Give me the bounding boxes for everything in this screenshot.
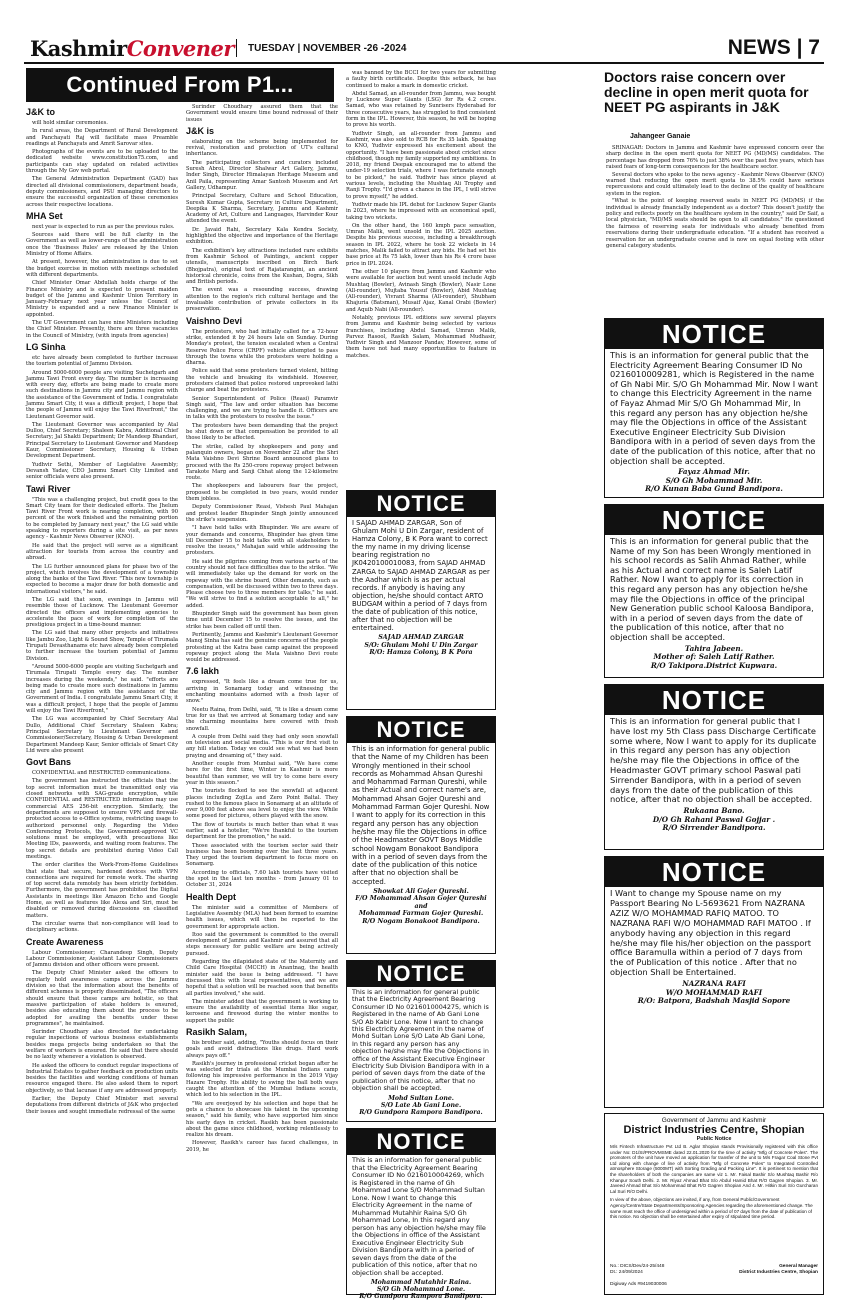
newspaper-logo: KashmirConvener — [30, 36, 234, 61]
notice-body: This is an information for general public that the Electricity Agreement Bearing Consumer ID No 0216010004275, which is Registered in the name of Ab Gani Lone S/O Ab Kabir Lone. Now I want to change this Electricity Agreement in the name of Mohd Sultan Lone S/O Late Ab Gani Lone, In this regard any person has any objection he/she may file the Objections in office of the Assistant Executive Engineer Electricity Sub Division Bandipora with in a period of seven days from the date of the publication of this notice, after that no objection shall be accepted. — [352, 988, 490, 1093]
article-paragraph: Bhupinder Singh said the government has been given time until December 15 to resolve the issues, and the strike has been called off until then. — [186, 611, 338, 630]
notice-signature-line: S/O Gh Mohammad Mir. — [665, 475, 763, 485]
article-paragraph: However, Rasikh's career has faced challenges, in 2019, he — [186, 1140, 338, 1153]
story-body — [606, 145, 824, 313]
article-subheading: LG Sinha — [26, 341, 66, 352]
article-paragraph: The tourists flocked to see the snowfall at adjacent places including ZojiLa and Zero Point Baltal. They rushed to the famous place in Sonamarg at an altitude of over 9,000 feet above sea level to enjoy the view. While some posed for pictures, others played with the snow. — [186, 788, 338, 820]
notice-signature-line: Mohammad Mutahhir Raina. — [370, 1279, 472, 1286]
article-paragraph: At present, however, the administration is due to set the budget exercise in motion with meetings scheduled with different departments. — [26, 259, 178, 278]
article-paragraph: Yudhvir Sethi, Member of Legislative Assembly; Devansh Yadav, CEO Jammu Smart City Limited and senior officials were also present. — [26, 461, 178, 481]
continued-banner: Continued From P1... — [26, 68, 334, 102]
article-paragraph: "This was a challenging project, but credit goes to the Smart City team for their dedicated efforts. The Jhelum Tawi River Front work is nearing completion, with 90 percent of the work finished and the remaining portion to be completed by January next year," the LG said while speaking to reporters during a site visit, as per news agency - Kashmir News Observer (KNO). — [26, 496, 178, 541]
notice-signature-line: SAJAD AHMAD ZARGAR — [378, 634, 464, 642]
notice-signature-line: W/O MOHAMMAD RAFI — [665, 987, 763, 997]
notice-box — [346, 1128, 496, 1301]
article-paragraph: He asked the officers to conduct regular inspections of Industrial Estates to gather feedback on production units besides the facilities and working conditions of human resource engaged there. He also asked them to report objectively, so that lacunae if any are addressed properly. — [26, 1062, 178, 1094]
article-paragraph: Police said that some protesters turned violent, hitting the vehicle and breaking its windshield. However, protesters claimed that police restored unprovoked lathi charge and beat the protesters. — [186, 368, 338, 394]
article-paragraph: In rural areas, the Department of Rural Development and Panchayati Raj will facilitate mass Preamble readings at Panchayats and Amrit Sarovar sites. — [26, 128, 178, 147]
notice-signature-line: Rukaana Bano. — [683, 806, 745, 816]
article-paragraph: He said the pilgrims coming from various parts of the country should not face difficulties due to the strike. "We will immediately take up the demand for work on the ropeway with the shrine board, Other demands, such as compensation, will be discussed within two to three days. Please choose two to three members for talks," he said. "We will strive to find a solution acceptable to all," he added. — [186, 558, 338, 609]
article-subheading: Health Dept — [186, 891, 237, 902]
notice-heading: NOTICE — [347, 961, 495, 987]
article-paragraph: Rasikh's journey in professional cricket began after he was selected for trials at the Mumbai Indians camp following his impressive performance in the 2019 Vijay Hazare Trophy. His ability to swing the ball both ways caught the attention of the Mumbai Indians scouts, which led to his selection in the IPL. — [186, 1060, 338, 1099]
article-column-1 — [26, 104, 178, 1292]
notice-heading: NOTICE — [605, 857, 823, 887]
notice-body: This is an information for general public that I have lost my 5th Class pass Discharge Certificate some where, Now I want to apply for its duplicate in this regard any person has any objection he/she may file the Objections in office of the Headmaster GOVT primary school Paswal pati Sirrender Bandipora, with in a period of seven days from the date of the publication of this notice, after that no objection shall be accepted. — [610, 716, 817, 805]
article-paragraph: etc have already been completed to further increase the tourism potential of Jammu Division. — [26, 354, 178, 368]
notice-signature-line: R/O Nogam Bonakoot Bandipora. — [362, 917, 480, 925]
story-paragraph: SRINAGAR: Doctors in Jammu and Kashmir have expressed concern over the sharp decline in the open merit quota for NEET PG (MD/MS) candidates. The percentage has dropped from 76% to just 38% over the past five years, which has raised fears of long-term consequences for the healthcare sector. — [606, 145, 824, 171]
article-paragraph: The minister said a committee of Members of Legislative Assembly (MLA) had been formed to examine health issues, which will then be reported to the government for appropriate action. — [186, 904, 338, 930]
notice-body: This is an information for general public that the Electricity Agreement Bearing Consumer ID No 0216010004269, which is Registered in the name of Gh Mohammad Lone S/O Mohammad Sultan Lone. Now I want to change this Electricity Agreement in the name of Muhammad Mutahhir Raina S/O Gh Mohammad Lone, In this regard any person has any objection he/she may file the Objections in office of the Assistant Executive Engineer Electricity Sub Division Bandipora with in a period of seven days from the date of the publication of this notice, after that no objection shall be accepted. — [352, 1156, 486, 1277]
govad-note: In view of the above, objections are invited, if any, from General Public/Government Agency/Centre/State Departments/Sponsoring Agencies regarding the aforementioned change. The same must reach the office of undersigned within a period of 07 days from the date of publication of this notice. No objection shall be entertained after expiry of stipulated time period. — [610, 1197, 813, 1220]
notice-body: This is an information for general public that the Electricity Agreement Bearing Consumer ID No 0216010009281, which is Registered in the name of Gh Nabi Mir. S/O Gh Mohammad Mir. Now I want to change this Electricity Agreement in the name of Fayaz Ahmad Mir S/O Gh Mohammad Mir, In this regard any person has any objection he/she may file the Objections in office of the Assistant Executive Engineer Electricity Sub Division Bandipora with in a period of seven days from the date of the publication of this notice, after that no objection shall be accepted. — [610, 350, 818, 466]
notice-signature-line: R/O Takipora.District Kupwara. — [650, 660, 778, 670]
article-paragraph: According to officials, 7.60 lakh tourists have visited the spot in the last ten months - from January 01 to October 31, 2024 — [186, 869, 338, 889]
notice-box — [346, 490, 496, 710]
article-paragraph: Labour Commissioner; Charandeep Singh, Deputy Labour Commissioner, Assistant Labour Commissioners of Jammu division and other officers were present. — [26, 949, 178, 969]
notice-signature-line: R/O: Hamza Colony, B K Pora — [369, 649, 473, 657]
govad-signatory-office: District Industries Centre, Shopian — [739, 1270, 818, 1275]
article-column-2 — [186, 104, 338, 1292]
notice-box — [604, 504, 824, 678]
notice-heading: NOTICE — [347, 491, 495, 517]
article-paragraph: CONFIDENTIAL and RESTRICTED communications. — [32, 770, 172, 777]
notice-signature-line: R/O Sirrender Bandipora. — [662, 823, 766, 833]
story-paragraph: "What is the point of keeping reserved seats in NEET PG (MD/MS) if the individual is already financially independent as a doctor? This doesn't justify the policy and reflects poorly on the healthcare system in the country," said Dr Saif, a local physician, "MD/MS seats should be open to all candidates." He questioned the fairness of reserving seats for individuals who already benefited from reservations during their undergraduate education. "If a student has received a reservation for an undergraduate course and is now on equal footing with other general category students. — [606, 198, 824, 250]
notice-signature-line: R/O: Batpora, Badshah Masjid Sopore — [637, 996, 791, 1006]
article-paragraph: "I have held talks with Bhupinder. We are aware of your demands and concerns, Bhupinder has given time till December 15 to hold talks with all stakeholders to resolve the issues," Mahajan said while addressing the protesters. — [186, 525, 338, 557]
article-paragraph: The LG was accompanied by Chief Secretary Atal Dullo, Additional Chief Secretary Shaleen Kabra; Principal Secretary to Lieutenant Governor and Commissioner/Secretary, Housing & Urban Development Department Mandeep Kaur, Senior officials of Smart City Ltd were also present — [26, 716, 178, 754]
article-paragraph: his brother said, adding, "Youths should focus on their goals and avoid distractions like drugs. Hard work always pays off." — [186, 1040, 338, 1059]
article-paragraph: Notably, previous IPL editions saw several players from Jammu and Kashmir being selected by various franchises, including Abdul Samad, Umran Malik, Parvez Rasool, Rasikh Salam, Mohammad Mudhasir, Yudhvir Singh and Manzoor Pandav, However, some of them have not had many opportunities to feature in matches. — [346, 314, 496, 359]
notice-signature-line: D/O Gh Rahani Paswal Gojjar . — [652, 814, 776, 824]
masthead — [24, 34, 824, 64]
article-paragraph: The protesters have been demanding that the project be shut down or that compensation be provided to all those likely to be affected. — [186, 422, 338, 442]
article-subheading: Vaishno Devi — [186, 315, 243, 326]
article-subheading: Create Awareness — [26, 936, 104, 947]
article-paragraph: Yudhvir made his IPL debut for Lucknow Super Giants in 2023, where he impressed with an economical spell, taking two wickets. — [346, 201, 496, 221]
article-paragraph: The strike, called by shopkeepers and pony and palanquin owners, began on November 22 after the Shri Mata Vaishno Devi Shrine Board announced plans to proceed with the Rs 250-crore ropeway project between Tarakote Marg and Sanji Chhat along the 12-kilometre route. — [186, 443, 338, 482]
notice-body: I Want to change my Spouse name on my Passport Bearing No L-5693621 From NAZRANA AZIZ W/O MOHAMMAD RAFIQ MATOO. TO NAZRANA RAFI W/O MOHAMMAD RAFI MATOO . If anybody having any objection in this regard he/she may file his/her objection on the passport office Baramulla within a period of 7 days from the of Publication of this notice . After that no objection Shall be Entertained. — [610, 888, 811, 978]
notice-signature-line: Mohd Sultan Lone. — [388, 1094, 454, 1102]
notice-signature-line: Fayaz Ahmad Mir. — [678, 467, 750, 477]
article-paragraph: The UT Government can have nine Ministers including the Chief Minister. Presently, there are three vacancies in the Council of Ministry, (with inputs from agencies) — [26, 320, 178, 339]
notice-heading: NOTICE — [347, 717, 495, 743]
article-subheading: Tawi River — [26, 483, 71, 494]
article-subheading: 7.6 lakh — [186, 666, 220, 677]
story-paragraph: Several doctors who spoke to the news agency - Kashmir News Observer (KNO) warned that reducing the open merit quota to 38.5% could have serious repercussions and could ultimately lead to the decline of the quality of healthcare system in the region. — [606, 171, 824, 197]
notice-signature-line: Mother of: Saleh Latif Rather. — [653, 652, 775, 662]
notice-signature-line: R/O Kunan Baba Gund Bandipora. — [645, 484, 783, 494]
notice-signature-line: S/O Late Ab Gani Lone. — [380, 1101, 462, 1109]
article-paragraph: The Deputy Chief Minister asked the officers to regularly hold awareness camps across the Jammu division so that the information about the benefits of different schemes is properly disseminated, "The officers should ensure that these camps are holistic, so that massive participation of stake holders is ensured, besides also educating them about the process to be adopted for availing the benefits under these programmes", he maintained. — [26, 970, 178, 1027]
article-paragraph: Neetu Raina, from Delhi, said, "It is like a dream come true for us that we arrived at Sonamarg today and saw the charming mountains here covered with fresh snowfall. — [186, 706, 338, 732]
article-paragraph: Senior Superintendent of Police (Reasi) Paramvir Singh said, "The law and order situation has become challenging, and we are trying to handle it. Officers are in talks with the protesters to resolve the issue." — [186, 395, 338, 421]
article-paragraph: The circular warns that non-compliance will lead to disciplinary actions. — [26, 920, 178, 934]
article-subheading: J&K to — [26, 107, 55, 117]
article-paragraph: Regarding the dilapidated state of the Maternity and Child Care Hospital (MCCH) in Anantnag, the health minister said the issue is being addressed. "I have discussed this with local representatives, and we are hopeful that a solution will be reached soon that benefits all parties involved," she said. — [186, 959, 338, 997]
issue-date: TUESDAY | NOVEMBER -26 -2024 — [248, 43, 407, 54]
govad-body: M/s Fintech Infrastructure Pvt Ltd B. Aglar Shopian stands Provisionally registered with this office under No: D1/SI/PROVMSME dated 22.01.2020 for the time of activity "Mfg of Concrete Poles". The promoters of the unit have moved an application for transfer of the unit to M/s Fragar Coal Stone Pvt Ltd along with change of line of activity from "Mfg of Concrete Poles" to Integrated Controlled atmosphere Storage (5000MT) with Sorting Grading and Packing Line". It is pertinent to mention that the shareholders of both the companies are same viz 1. Mr. Faisal Bashir S/o Mushtaq Bashir R/o Khanpur South Delhi. 2. Mr. Riyaz Ahmad Bhat S/o Abdul Hamid Bhat R/O Gagren Shopian. 3. Mr. Javeed Ahmad Bhat S/o Mohammad Bhat R/O Gagren Shopian And 4. Mr. Hitkin Suri S/o Gurcharan Lal Suri R/O Delhi. — [610, 1144, 818, 1194]
article-paragraph: The exhibition's key attractions included rare exhibits from Kashmir School of Paintings, ancient copper utensils, manuscripts inscribed on Birch Bark (Bhojpatra), original text of Rajatarangini, an ancient historical chronicle, coins from the Kushan, Dogra, Sikh and British periods. — [186, 247, 338, 286]
article-paragraph: The minister added that the government is working to ensure the availability of essential items like sugar, kerosene and firewood during the winter months to support the public — [186, 998, 338, 1024]
article-paragraph: The government has instructed the officials that the top secret information must be transmitted only via closed networks with SAG-grade encryption, while CONFIDENTIAL and RESTRICTED information may use commercial AES 256-bit encryption. Similarly, the departments are supposed to ensure VPN and firewall-protected access to e-Office systems, restricting usage to authorized personnel only. Regarding the Video Conferencing Protocols, the Government-approved VC solutions must be employed, with precautions like Meeting IDs, passwords, and waiting room features. The top secret details are prohibited during Video Call meetings. — [26, 778, 178, 860]
article-paragraph: will hold similar ceremonies. — [32, 120, 108, 126]
article-paragraph: expressed, "It feels like a dream come true for us, arriving in Sonamarg today and witnessing the enchanting mountains adorned with a fresh layer of snow." — [186, 679, 338, 705]
article-paragraph: The Lieutenant Governor was accompanied by Atal Dulloo, Chief Secretary; Shaleen Kabra, Additional Chief Secretary; Jal Shakti Department; Dr Mandeep Bhandari, Principal Secretary to Lieutenant Governor and Mandeep Kaur, Commissioner Secretary, Housing & Urban Development Department. — [26, 421, 178, 460]
notice-signature-line: NAZRANA RAFI — [682, 979, 746, 989]
notice-signature-line: Mohammad Farman Gojer Qureshi. — [358, 910, 484, 918]
govad-line1: Government of Jammu and Kashmir — [661, 1117, 767, 1124]
notice-body: This is an information for general public that the Name of my Children has been Wrongly mentioned in their school records as Mohammad Ahsan Qureshi and Mohammad Farman Qureshi, while as their Actual and correct name's are, Mohammad Ahsan Gojer Qureshi and Mohammad Farman Gojer Qureshi. Now I want to apply for its correction in this regard any person has any objection he/she may file the Objections in office of the Headmaster GOVT Boys Middle school Nowgam Bonakoot Bandipora with in a period of seven days from the date of the publication of this notice after that no objection shall be accepted. — [352, 745, 490, 886]
story-byline: Jahangeer Ganaie — [630, 133, 691, 140]
article-paragraph: was banned by the BCCI for two years for submitting a faulty birth certificate. Despite this setback, he has continued to make a mark in domestic cricket. — [346, 70, 496, 89]
article-paragraph: Those associated with the tourism sector said their business has been booming over the last three years. They urged the tourism department to focus more on Sonamarg. — [186, 842, 338, 868]
story-headline: Doctors raise concern over decline in open merit quota for NEET PG aspirants in J&K — [604, 69, 809, 115]
article-subheading: MHA Set — [26, 210, 63, 221]
govad-notice-label: Public Notice — [696, 1136, 732, 1142]
article-paragraph: The event was a resounding success, drawing attention to the region's rich cultural heritage and the invaluable contribution of private collectors in its preservation. — [186, 287, 338, 313]
article-paragraph: The LG said that many other projects and initiatives like Jambu Zoo, Light & Sound Show, Temple of Tirumala Tirupati Devasthanams etc have already been completed to further increase the tourism potential of Jammu Division. — [26, 630, 178, 662]
article-paragraph: next year is expected to run as per the previous rules. — [32, 223, 175, 230]
notice-box — [604, 318, 824, 498]
article-paragraph: The LG further announced plans for phase two of the project, which involves the development of a township along the banks of the Tawi River. "This new township is expected to become a major draw for both domestic and international visitors," he said. — [26, 563, 178, 595]
notice-signature-line: R/O Gundpora Rampora Bandipora. — [359, 1293, 483, 1301]
article-paragraph: Yudhvir Singh, an all-rounder from Jammu and Kashmir, was also sold to RCB for Rs 35 lakh. Speaking to KNO, Yudhvir expressed his excitement about the opportunity. "I have been passionate about cricket since childhood, though my family supported my ambitions. In 2018, my friend Deepak encouraged me to attend the under-19 selection trials, where I was fortunate enough to be picked," he said. Yudhvir has since played at various levels, including the Mushtaq Ali Trophy and Ranji Trophy. "I'd given a chance in the IPL, I will strive to prove myself," he added. — [346, 130, 496, 200]
article-paragraph: Principal Secretary, Culture and School Education, Suresh Kumar Gupta, Secretary in Culture Department, Deepika K Sharma, Secretary, Jammu and Kashmir Academy of Art, Culture and Languages, Harvinder Kour attended the event. — [186, 193, 338, 225]
notice-body: This is an information for general public that the Name of my Son has been Wrongly mentioned in his school records as Salih Ahmad Rather, while as his Actual and correct name is Saleh Latif Rather. Now I want to apply for its correction in this regard any person has any objection he/she may file the Objections in office of the principal New Generation public school Kaloosa Bandipora, with in a period of seven days from the date of the publication of this notice, after that no objection shall be accepted. — [610, 536, 814, 642]
article-paragraph: Sources said there will be full clarity in the Government as well as lower-rungs of the administration once the 'Business Rules' are released by the Union Ministry of Home Affairs. — [26, 232, 178, 258]
notice-signature-line: R/O Gundpora Rampora Bandipora. — [359, 1109, 483, 1117]
article-paragraph: Deputy Commissioner Reasi, Vishesh Paul Mahajan and protest leader Bhupinder Singh jointly announced the strike's suspension. — [186, 504, 338, 523]
notice-signature-line: S/O Gh Mohammad Lone. — [376, 1286, 466, 1294]
notice-heading: NOTICE — [605, 319, 823, 349]
notice-box — [346, 716, 496, 954]
article-paragraph: The General Administration Department (GAD) has directed all divisional commissioners, department heads, deputy commissioners, and PSU managing directors to ensure the successful organization of these ceremonies across their respective locations. — [26, 176, 178, 208]
govad-office: District Industries Centre, Shopian — [623, 1124, 805, 1136]
article-paragraph: Photographs of the events are to be uploaded to the dedicated website www.constitution75.com, and participants can stay updated on related activities through the My Gov web portal. — [26, 149, 178, 175]
article-paragraph: The participating collectors and curators included Suresh Abrol, Director Shalwar Art Gallery, Jammu, Inder Singh, Director Himalayan Heritage Museum and Anil Paila, representing Amar Santosh Museum and Art Gallery, Udhampur. — [186, 159, 338, 191]
article-paragraph: "We are overjoyed by his selection and hope that he gets a chance to showcase his talent in the upcoming season," said his family, who have supported him since his early days in cricket. Rasikh has been passionate about the game since childhood, working relentlessly to realize his dream. — [186, 1100, 338, 1139]
notice-body: I SAJAD AHMAD ZARGAR, Son of Ghulam Mohi U Din Zargar, resident of Hamza Colony, B K Pora want to correct the my name in my driving license bearing registration no JK0420100010083, from SAJAD AHMAD ZARGA to SAJAD AHMAD ZARGAR as per the Aadhar which is as per actual records. If anybody is having any objection, he/she should contact ARTO BUDGAM within a period of 7 days from the date of publication of this notice, after that no objection will be entertained. — [352, 519, 490, 633]
section-page-label: NEWS | 7 — [727, 36, 820, 59]
article-paragraph: Surinder Choudhary assured them that the Government would ensure time bound redressal of their issues — [186, 104, 338, 123]
govad-footer — [610, 1264, 818, 1288]
article-subheading: J&K is — [186, 125, 215, 136]
article-paragraph: Abdul Samad, an all-rounder from Jammu, was bought by Lucknow Super Giants (LSG) for Rs 4.2 crore. Samad, who was retained by Sunrisers Hyderabad for three consecutive years, has struggled to find consistent form in the IPL. However, this season, he will be hoping to prove his worth. — [346, 90, 496, 129]
article-paragraph: Itoo said the government is committed to the overall development of Jammu and Kashmir and assured that all steps necessary for public welfare are being actively pursued. — [186, 931, 338, 957]
govad-ref-date: Dt.: 24/09/2024 — [610, 1270, 643, 1275]
govad-ref-no: No.: DICS/Dev/24-25/448 — [610, 1264, 665, 1269]
article-paragraph: Chief Minister Omar Abdullah holds charge of the Finance Ministry and is expected to present maiden budget of the Jammu and Kashmir Union Territory in January-February next year unless the Council of Ministry is expanded and a new Finance Minister is appointed. — [26, 280, 178, 318]
notice-signature-line: F/O Mohammad Ahsan Gojer Qureshi and — [355, 895, 487, 910]
article-paragraph: The protesters, who had initially called for a 72-hour strike, extended it by 24 hours late on Sunday. During Monday's protest, the tension escalated when a Central Reserve Police Force (CRPF) vehicle attempted to pass through the towns while the protesters were holding a dharna. — [186, 328, 338, 367]
article-paragraph: elaborating on the scheme being implemented for revival, restoration and protection of UT's cultural inheritance. — [186, 138, 338, 158]
article-paragraph: Dr. Javaid Rahi, Secretary Kala Kendra Society, highlighted the objective and importance of the Heritage exhibition. — [186, 226, 338, 246]
article-paragraph: The flow of tourists is much better than what it was earlier, said a hotelier, "We're thankful to the tourism department for the promotion," he said. — [186, 821, 338, 841]
article-paragraph: The LG said that soon, evenings in Jammu will resemble those of Lucknow. The Lieutenant Governor directed the officers and implementing agencies to accelerate the pace of work for completion of the prestigious project in a time-bound manner. — [26, 597, 178, 629]
article-paragraph: Surinder Choudhary also directed for undertaking regular inspections of various business establishments besides mega projects being undertaken so that the welfare of workers is ensured. He said that there should be no laxity whenever a violation is observed. — [26, 1029, 178, 1061]
article-paragraph: Earlier, the Deputy Chief Minister met several deputations from different districts of J&K who projected their issues and sought immediate redressal of the same — [26, 1096, 178, 1115]
notice-box — [604, 856, 824, 1108]
article-subheading: Rasikh Salam, — [186, 1027, 248, 1037]
article-paragraph: The other 10 players from Jammu and Kashmir who were available for auction but went unsold include Aqib Mushtaq (Bowler), Avinash Singh (Bowler), Nasir Lone (All-rounder), Mujtaba Yousuf (Bowler), Abid Mushtaq (All-rounder), Vivrant Sharma (All-rounder), Shubham Khajuria (Batsman), Musaif Ajaz, Kanal Orabi (Bowler) and Aquib Nabi (All-rounder). — [346, 268, 496, 313]
article-paragraph: The shopkeepers and labourers fear the project, proposed to be completed in two years, would render them jobless. — [186, 483, 338, 503]
notice-signature-line: Tahira Jabeen. — [684, 643, 744, 653]
article-paragraph: The order clarifies the Work-From-Home Guidelines that state that secure, hardened devices with VPN connections are required for remote work. The sharing of top secret data remotely has been strictly forbidden. Furthermore, the government has prohibited the Digital Assistants in meetings like Amazon Echo and Google Home, as well as features like Alexa and Siri, must be disabled or removed during discussions on classified matters. — [26, 862, 178, 919]
notice-signature-line: S/O: Ghulam Mohi U Din Zargar — [364, 641, 478, 649]
article-subheading: Govt Bans — [26, 757, 72, 768]
govad-signatory-title: General Manager — [779, 1264, 818, 1269]
notice-heading: NOTICE — [605, 505, 823, 535]
article-paragraph: He said that the project will serve as a significant attraction for tourists from across the country and abroad. — [26, 542, 178, 562]
article-column-3 — [346, 70, 496, 484]
article-paragraph: Around 5000-6000 people are visiting Suchetgarh and Jammu Tawi Front every day. The number is increasing with every day, efforts are being made to create more such destinations in Jammu city and Jammu region with the assistance of the Government of India. I congratulate Jammu Smart City, it was a difficult project, I hope that the people of Jammu will enjoy the Tawi Riverfront," the Lieutenant Governor said. — [26, 369, 178, 420]
notice-heading: NOTICE — [347, 1129, 495, 1155]
article-paragraph: On the other hand, the 160 kmph pace sensation, Umran Malik, went unsold in the IPL 2025 auction. Despite his previous success, including a breakthrough season in IPL 2022, where he took 22 wickets in 14 matches, Malik failed to attract any bids. He had set his base price at Rs 75 lakh, lower than his Rs 4 crore base price in IPL 2024. — [346, 222, 496, 267]
notice-heading: NOTICE — [605, 685, 823, 715]
article-paragraph: "Around 5000-6000 people are visiting Suchetgarh and Tirumala Tirupati Temple every day. The number increases during the weekends," he said. "efforts are being made to create more such destinations in Jammu city and Jammu region with the assistance of the Government of India. I congratulate Jammu Smart City, it was a difficult project, I hope that the people of Jammu will enjoy the Tawi Riverfront," — [26, 663, 178, 715]
article-paragraph: Another couple from Mumbai said, "We have come here for the first time, Winter in Kashmir is more beautiful than summer, we will try to come here every year in this season." — [186, 761, 338, 786]
notice-box — [346, 960, 496, 1122]
government-public-notice — [604, 1113, 824, 1295]
govad-ad-code: Digiway Ads #9419030006 — [610, 1282, 667, 1287]
notice-signature-line: Showkat Ali Gojer Qureshi. — [373, 888, 469, 896]
article-paragraph: Pertinently, Jammu and Kashmir's Lieutenant Governor Manoj Sinha has said the genuine concerns of the people protesting at the Katra base camp against the proposed ropeway project along the Mata Vaishno Devi route would be addressed. — [186, 631, 338, 664]
notice-box — [604, 684, 824, 850]
article-paragraph: A couple from Delhi said they had only seen snowfall on television and social media. "This is our first visit to any hill station. Today we could see what we had been praying and dreaming of," they said. — [186, 733, 338, 759]
